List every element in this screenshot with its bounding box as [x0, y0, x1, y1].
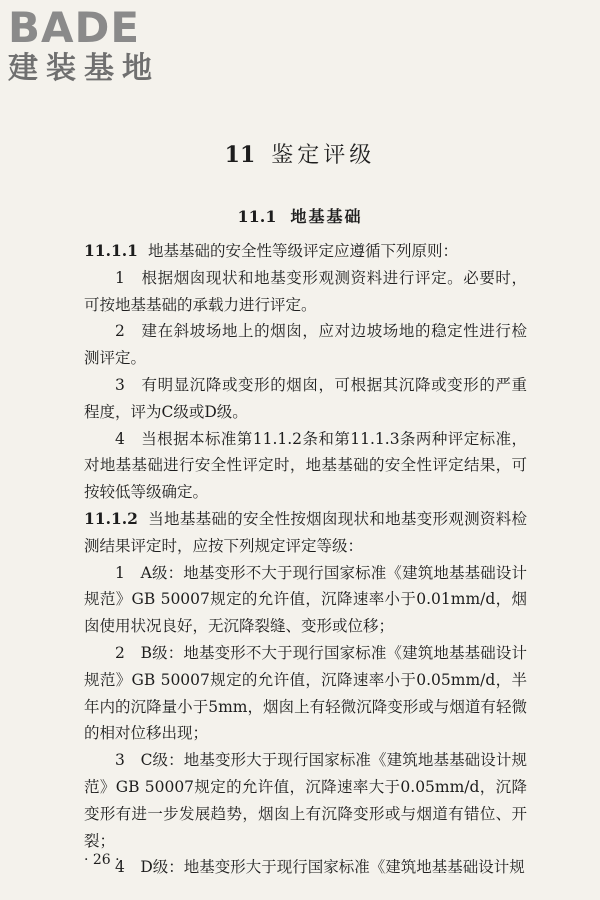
list-item: 2 B级：地基变形不大于现行国家标准《建筑地基基础设计规范》GB 50007规定的允许值，沉降速率小于0.05mm/d，半年内的沉降量小于5mm，烟囱上有轻微沉降变形或与烟道有轻微的相对位移出现；	[84, 643, 527, 743]
list-item: 4 D级：地基变形大于现行国家标准《建筑地基基础设计规	[115, 858, 525, 877]
section-title: 地基基础	[290, 207, 363, 226]
clause-text: 地基基础的安全性等级评定应遵循下列原则：	[147, 242, 458, 260]
section-heading	[0, 204, 600, 227]
logo-wordmark: BADE	[8, 3, 141, 52]
clause-text: 当地基基础的安全性按烟囱现状和地基变形观测资料检测结果评定时，应按下列规定评定等级：	[84, 509, 527, 555]
list-item: 1 A级：地基变形不大于现行国家标准《建筑地基基础设计规范》GB 50007规定的允许值，沉降速率小于0.01mm/d，烟囱使用状况良好，无沉降裂缝、变形或位移；	[84, 563, 527, 636]
clause-number: 11.1.2	[84, 508, 138, 528]
page-number: · 26 ·	[84, 852, 120, 868]
chapter-heading	[0, 138, 600, 169]
logo	[8, 3, 183, 86]
list-item: 1 根据烟囱现状和地基变形观测资料进行评定。必要时，可按地基基础的承载力进行评定。	[84, 268, 527, 314]
list-item: 3 C级：地基变形大于现行国家标准《建筑地基基础设计规范》GB 50007规定的允许值，沉降速率大于0.05mm/d，沉降变形有进一步发展趋势，烟囱上有沉降变形或与烟道有错位、开裂；	[84, 751, 527, 850]
logo-subtitle: 建装基地	[8, 51, 160, 86]
chapter-number: 11	[224, 142, 256, 168]
clause-11-1-1	[84, 238, 527, 265]
body-text	[84, 238, 527, 881]
list-item: 4 当根据本标准第11.1.2条和第11.1.3条两种评定标准，对地基基础进行安全性评定时，地基基础的安全性评定结果，可按较低等级确定。	[84, 429, 527, 502]
list-item: 2 建在斜坡场地上的烟囱，应对边坡场地的稳定性进行检测评定。	[84, 322, 527, 368]
list-item: 3 有明显沉降或变形的烟囱，可根据其沉降或变形的严重程度，评为C级或D级。	[84, 375, 527, 421]
section-number: 11.1	[237, 207, 277, 226]
clause-number: 11.1.1	[84, 241, 138, 260]
clause-11-1-2	[84, 506, 527, 560]
chapter-title: 鉴定评级	[271, 143, 376, 168]
